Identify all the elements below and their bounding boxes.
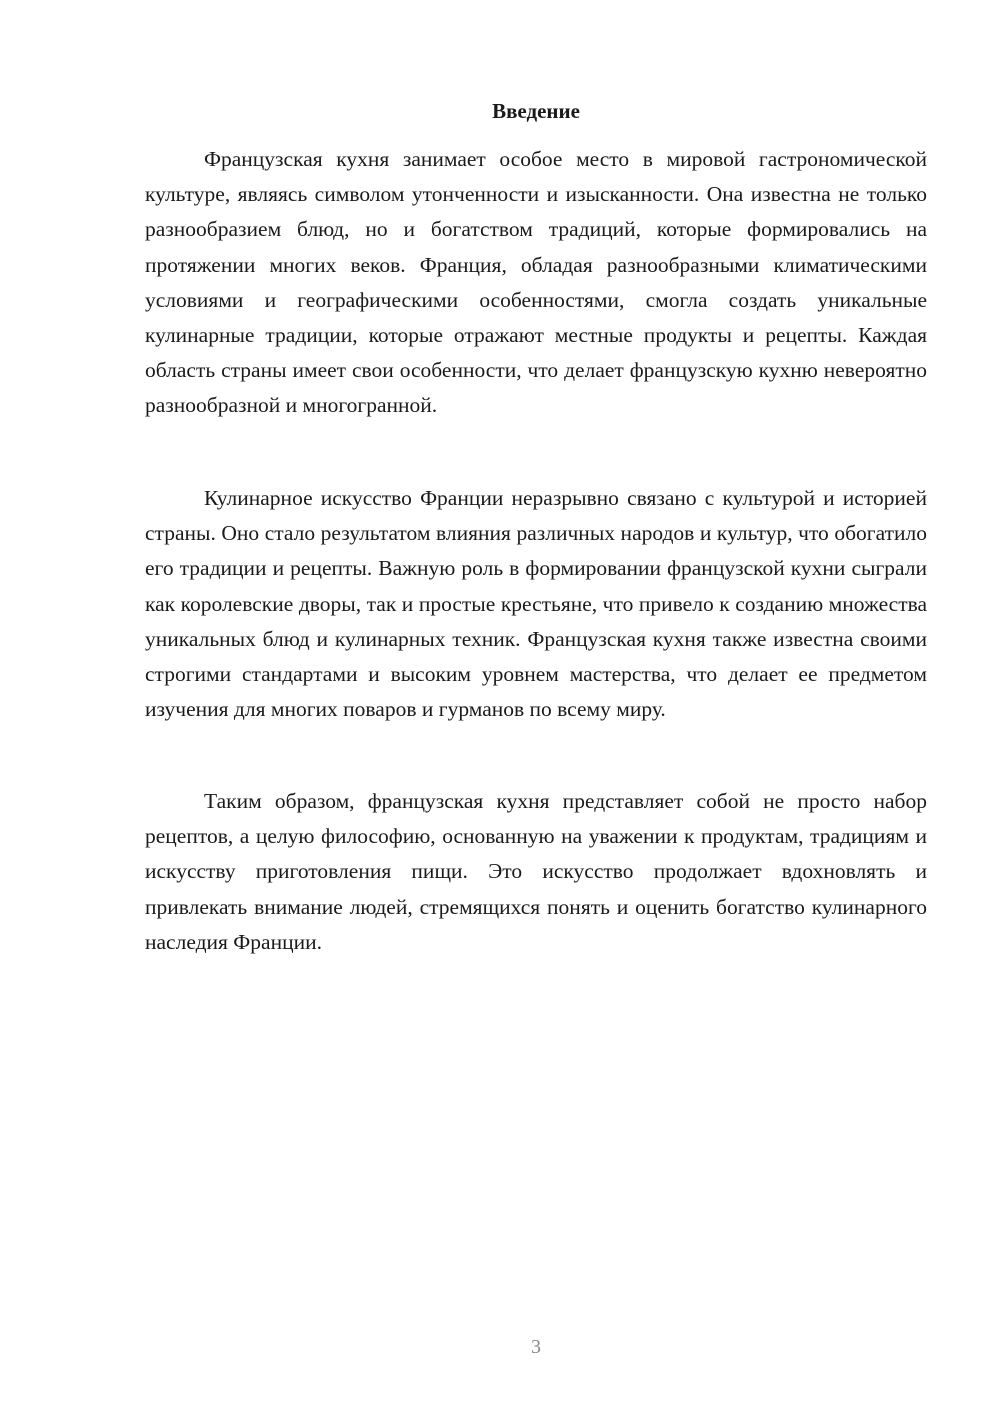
paragraph-2: Кулинарное искусство Франции неразрывно связано с культурой и историей страны. Оно стало результатом влияния различных народов и культур, что обогатило его традиции и рецепты. Важную роль в формировании французской кухни сыграли как королевские дворы, так и простые крестьяне, что привело к созданию множества уникальных блюд и кулинарных техник. Французская кухня также известна своими строгими стандартами и высоким уровнем мастерства, что делает ее предметом изучения для многих поваров и гурманов по всему миру. [145,486,927,722]
section-heading: Введение [492,99,580,123]
page-number: 3 [531,1336,541,1358]
paragraph-1: Французская кухня занимает особое место в мировой гастрономической культуре, являясь символом утонченности и изысканности. Она известна не только разнообразием блюд, но и богатством традиций, которые формировались на протяжении многих веков. Франция, обладая разнообразными климатическими условиями и географическими особенностями, смогла создать уникальные кулинарные традиции, которые отражают местные продукты и рецепты. Каждая область страны имеет свои особенности, что делает французскую кухню невероятно разнообразной и многогранной. [145,147,927,418]
paragraph-3: Таким образом, французская кухня представляет собой не просто набор рецептов, а целую философию, основанную на уважении к продуктам, традициям и искусству приготовления пищи. Это искусство продолжает вдохновлять и привлекать внимание людей, стремящихся понять и оценить богатство кулинарного наследия Франции. [145,789,927,954]
